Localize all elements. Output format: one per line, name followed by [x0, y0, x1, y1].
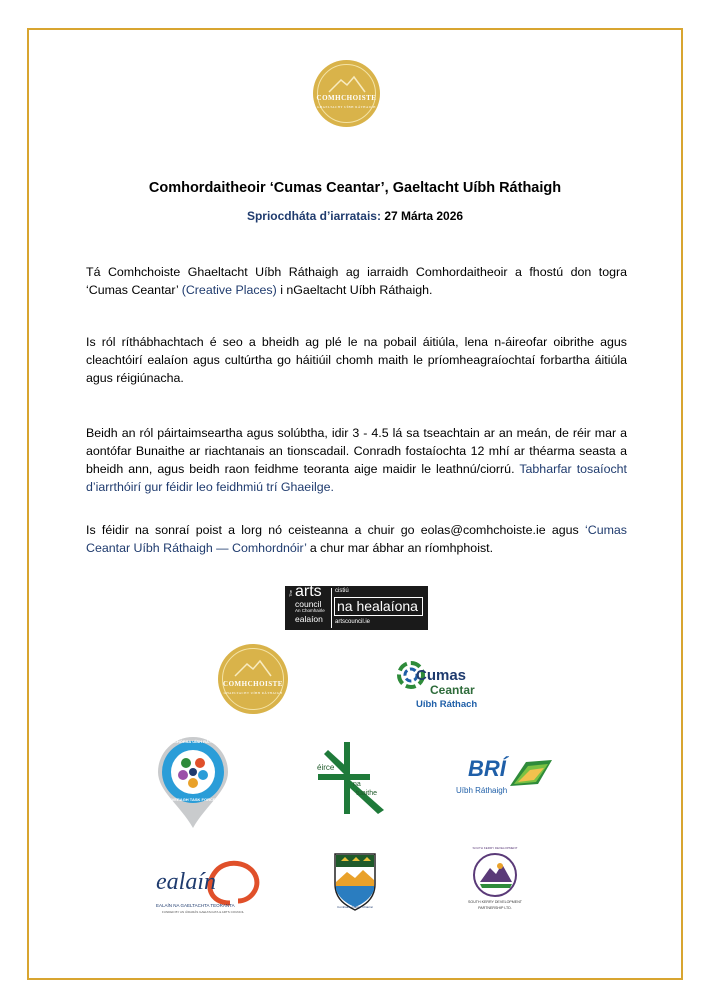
mountain-icon — [327, 74, 367, 94]
skdp-ring-text: SOUTH KERRY DEVELOPMENT — [472, 846, 518, 850]
paragraph-3 — [86, 424, 627, 496]
ac-arts: arts — [295, 583, 322, 600]
p3-text: Beidh an ról páirtaimseartha agus solúbtha, idir 3 - 4.5 lá sa tseachtain ar an meán, de réir mar a aontófar Bunaithe ar riachtanais an tionscadail. Conradh fostaíochta 12 mhí ar théarma seasta a bheidh ann, agus beidh raon feidhme teoranta aige maidir le leathnú/ciorrú. — [86, 426, 627, 476]
contact-email-link[interactable]: eolas@comhchoiste.ie — [420, 523, 546, 537]
p4-subject: ‘Cumas Ceantar Uíbh Ráthaigh — Comhordnóir’ — [86, 523, 627, 555]
cumas-ceantar-logo — [396, 652, 486, 714]
map-pin-icon — [156, 735, 230, 830]
ealain-caption-2: FUNDED BY AN tÚDARÁS GAELTACHTA & ARTS COUNCIL — [162, 910, 245, 914]
skdp-logo — [458, 846, 532, 916]
tuaithe-text: tuaithe — [356, 790, 378, 797]
p3-priority: Tabharfar tosaíocht d’iarrthóirí gur féidir leo feidhmiú trí Ghaeilge. — [86, 462, 627, 494]
celtic-cross-icon — [314, 740, 396, 820]
pin-ring-text: FIACHCHÓRSA UÍBH RÁTHAIGH — [161, 739, 225, 744]
p1-text-end: i nGaeltacht Uíbh Ráthaigh. — [276, 283, 433, 297]
bri-place: Uíbh Ráthaigh — [456, 786, 508, 795]
bri-text: BRÍ — [468, 756, 506, 781]
mountain-icon — [233, 658, 273, 678]
cumas-text: Cumas — [416, 667, 467, 684]
ealain-logo — [156, 857, 280, 917]
ac-irish: An Chomhairle — [295, 608, 325, 613]
p4-and: agus — [545, 523, 585, 537]
page-title: Comhordaitheoir ‘Cumas Ceantar’, Gaeltacht Uíbh Ráthaigh — [148, 180, 562, 196]
ealain-caption: EALAÍN NA GAELTACHTA TEORANTA — [156, 903, 235, 908]
task-force-pin-logo — [156, 735, 230, 830]
bri-logo — [450, 752, 554, 802]
deadline-date: 27 Márta 2026 — [384, 209, 464, 223]
deadline — [0, 209, 710, 223]
kerry-council-crest — [333, 852, 377, 914]
comhchoiste-name: COMHCHOISTE — [223, 680, 283, 688]
p1-creative-places: (Creative Places) — [181, 283, 277, 297]
ceantar-text: Ceantar — [430, 683, 475, 697]
page-border — [27, 28, 683, 980]
arts-council-logo — [285, 583, 428, 630]
ac-ealaion: ealaíon — [295, 614, 323, 624]
p4-text: Is féidir na sonraí poist a lorg nó ceisteanna a chuir go — [86, 523, 421, 537]
uibh-rathach-text: Uíbh Ráthach — [416, 699, 478, 710]
pin-lower-text: IVERAGH TASK FORCE — [170, 797, 216, 802]
eirce-text: éirce — [317, 763, 335, 772]
na-text: na — [353, 781, 361, 788]
logo-name: COMHCHOISTE — [316, 94, 377, 102]
kerry-motto: Comhairle Contae Chiarraí — [337, 905, 373, 909]
comhchoiste-logo — [218, 644, 288, 714]
mountain-emblem-icon — [472, 852, 518, 898]
ac-council: council — [295, 599, 322, 609]
paragraph-2: Is ról ríthábhachtach é seo a bheidh ag plé le na pobail áitiúla, lena n-áireofar oibrithe agus cleachtóirí ealaíon agus cultúrtha go háitiúil chomh maith le príomheagraíochtaí forbartha áitiúla agus réigiúnacha. — [86, 335, 627, 385]
paragraph-1 — [86, 263, 627, 299]
comhchoiste-subtitle: GHAELTACHT UÍBH RÁTHAIGH — [223, 691, 283, 695]
deadline-label: Spriocdháta d’iarratais: — [246, 209, 381, 223]
ac-na-healaiona: na healaíona — [337, 598, 418, 614]
skdp-name: SOUTH KERRY DEVELOPMENT — [468, 900, 522, 904]
skdp-sub: PARTNERSHIP LTD. — [478, 906, 512, 910]
eirce-logo — [314, 740, 396, 820]
p1-text: Tá Comhchoiste Ghaeltacht Uíbh Ráthaigh ag iarraidh Comhordaitheoir a fhostú don togra ‘Cumas Ceantar’ — [86, 265, 627, 297]
p4-text-end: a chur mar ábhar an ríomhphoist. — [306, 541, 494, 555]
paragraph-4 — [86, 521, 627, 557]
logo-subtitle: GHAELTACHT UÍBH RÁTHAIGH — [317, 105, 376, 109]
comhchoiste-logo-top — [313, 60, 380, 127]
flag-icon — [508, 756, 554, 796]
ac-url: artscouncil.ie — [335, 619, 371, 625]
ac-the: The — [288, 590, 293, 597]
ac-cistiu: cistiú — [335, 588, 349, 594]
ealain-word: ealaín — [156, 869, 216, 895]
